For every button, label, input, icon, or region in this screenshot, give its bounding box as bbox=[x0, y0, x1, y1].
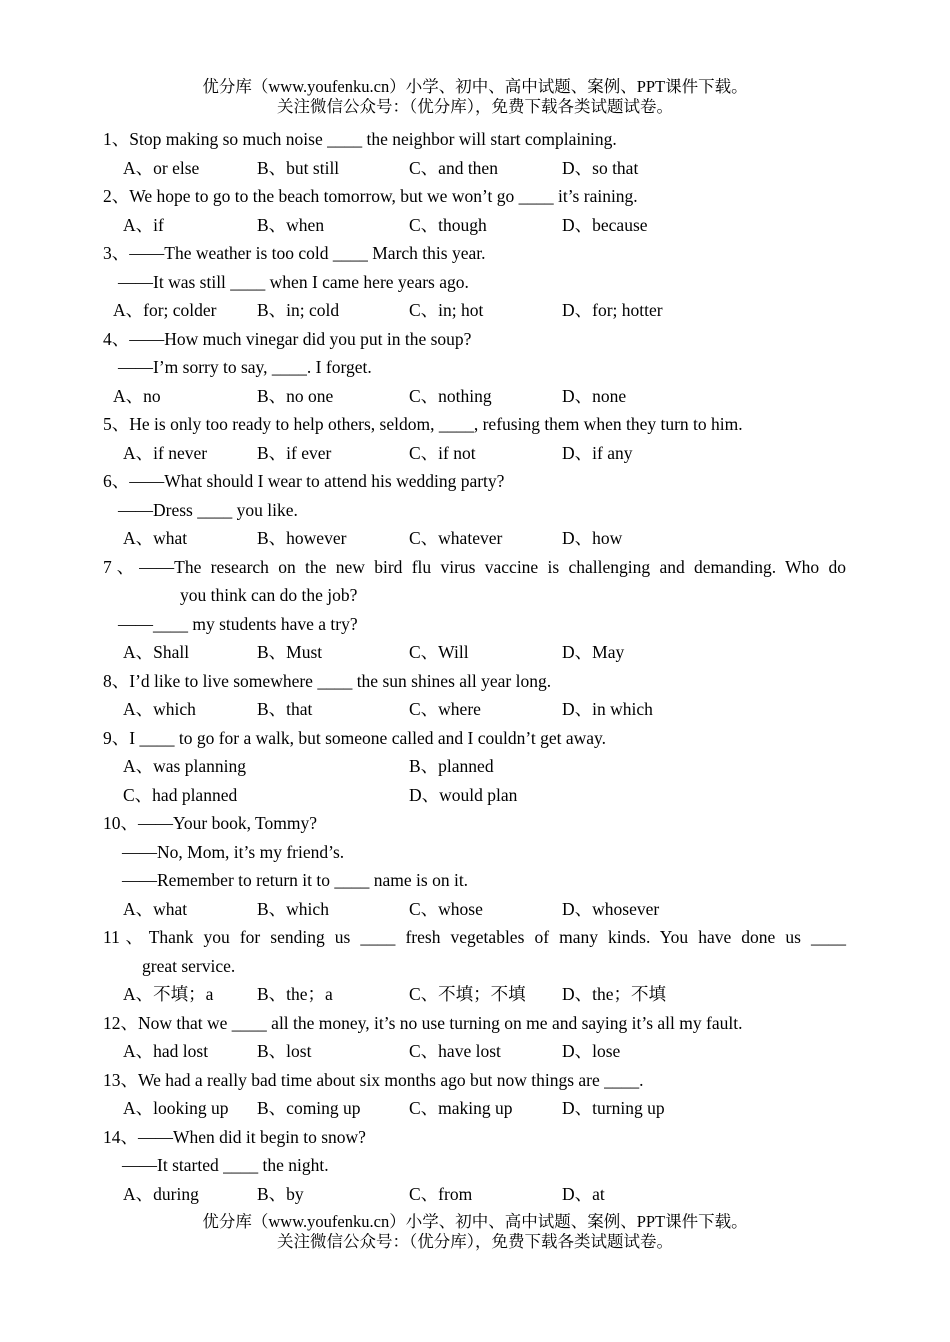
option-c: C、though bbox=[409, 214, 487, 235]
question-reply2-10: ——Remember to return it to ____ name is on it. bbox=[122, 870, 469, 890]
option-d: D、May bbox=[562, 642, 625, 662]
question-stem-7: 7、——The research on the new bird flu virus vaccine is challenging and demanding. Who do bbox=[103, 556, 846, 577]
option-b: B、Must bbox=[257, 642, 323, 662]
page-header bbox=[0, 77, 950, 117]
option-b: B、planned bbox=[409, 756, 494, 776]
option-c: C、from bbox=[409, 1183, 473, 1204]
option-a: A、no bbox=[113, 385, 161, 406]
question-reply-6: ——Dress ____ you like. bbox=[118, 499, 298, 520]
option-a: A、was planning bbox=[123, 756, 246, 776]
question-list bbox=[0, 125, 950, 1208]
option-a: A、Shall bbox=[123, 642, 190, 662]
question-stem-9: 9、I ____ to go for a walk, but someone called and I couldn’t get away. bbox=[103, 727, 606, 748]
question-stem-11-cont: great service. bbox=[142, 955, 236, 976]
option-d: D、lose bbox=[562, 1041, 621, 1061]
header-line-2: 关注微信公众号：（优分库），免费下载各类试题试卷。 bbox=[277, 97, 673, 116]
question-options-8 bbox=[0, 695, 950, 724]
option-b: B、if ever bbox=[257, 442, 332, 463]
question-stem-8: 8、I’d like to live somewhere ____ the sun shines all year long. bbox=[103, 670, 552, 691]
option-b: B、but still bbox=[257, 157, 340, 178]
option-b: B、by bbox=[257, 1183, 304, 1204]
question-stem-2: 2、We hope to go to the beach tomorrow, but we won’t go ____ it’s raining. bbox=[103, 186, 638, 206]
footer-line-2: 关注微信公众号：（优分库），免费下载各类试题试卷。 bbox=[277, 1232, 673, 1251]
question-stem-3: 3、——The weather is too cold ____ March this year. bbox=[103, 243, 486, 263]
option-b: B、however bbox=[257, 528, 347, 548]
page-footer bbox=[0, 1212, 950, 1252]
option-d: D、would plan bbox=[409, 784, 518, 805]
question-options-5 bbox=[0, 439, 950, 468]
question-options-14 bbox=[0, 1180, 950, 1209]
footer-line-1: 优分库（www.youfenku.cn）小学、初中、高中试题、案例、PPT课件下载。 bbox=[202, 1212, 748, 1231]
option-c: C、and then bbox=[409, 157, 498, 178]
option-a: A、for; colder bbox=[113, 300, 217, 320]
option-b: B、which bbox=[257, 898, 329, 919]
question-stem-13: 13、We had a really bad time about six months ago but now things are ____. bbox=[103, 1069, 644, 1090]
question-options-9-row2 bbox=[0, 781, 950, 810]
question-reply-4: ——I’m sorry to say, ____. I forget. bbox=[118, 357, 372, 377]
option-b: B、coming up bbox=[257, 1098, 361, 1118]
option-d: D、in which bbox=[562, 699, 653, 719]
option-a: A、looking up bbox=[123, 1098, 229, 1118]
question-stem-10: 10、——Your book, Tommy? bbox=[103, 813, 317, 833]
option-a: A、which bbox=[123, 699, 196, 719]
header-line-1: 优分库（www.youfenku.cn）小学、初中、高中试题、案例、PPT课件下载。 bbox=[202, 77, 748, 96]
option-a: A、不填；a bbox=[123, 984, 214, 1004]
option-d: D、whosever bbox=[562, 898, 660, 919]
question-reply-3: ——It was still ____ when I came here years ago. bbox=[118, 271, 469, 292]
option-a: A、during bbox=[123, 1183, 199, 1204]
option-a: A、if bbox=[123, 214, 164, 235]
question-options-13 bbox=[0, 1094, 950, 1123]
option-c: C、Will bbox=[409, 642, 469, 662]
option-d: D、because bbox=[562, 214, 648, 235]
option-b: B、in; cold bbox=[257, 300, 340, 320]
question-options-6 bbox=[0, 524, 950, 553]
option-d: D、so that bbox=[562, 157, 639, 178]
option-c: C、had planned bbox=[123, 784, 238, 805]
option-d: D、at bbox=[562, 1183, 605, 1204]
option-d: D、how bbox=[562, 528, 623, 548]
question-options-12 bbox=[0, 1037, 950, 1066]
option-c: C、making up bbox=[409, 1098, 513, 1118]
option-d: D、for; hotter bbox=[562, 300, 663, 320]
question-options-9-row1 bbox=[0, 752, 950, 781]
question-options-1 bbox=[0, 154, 950, 183]
question-options-4 bbox=[0, 382, 950, 411]
option-a: A、or else bbox=[123, 157, 200, 178]
question-stem-4: 4、——How much vinegar did you put in the soup? bbox=[103, 328, 472, 349]
question-stem-1: 1、Stop making so much noise ____ the neighbor will start complaining. bbox=[103, 129, 617, 149]
option-c: C、in; hot bbox=[409, 300, 484, 320]
option-a: A、what bbox=[123, 528, 188, 548]
question-stem-12: 12、Now that we ____ all the money, it’s no use turning on me and saying it’s all my fault. bbox=[103, 1012, 743, 1033]
option-b: B、the；a bbox=[257, 984, 333, 1004]
question-reply-10: ——No, Mom, it’s my friend’s. bbox=[122, 841, 345, 862]
question-stem-11: 11、Thank you for sending us ____ fresh vegetables of many kinds. You have done us ____ bbox=[103, 927, 846, 947]
option-d: D、the；不填 bbox=[562, 984, 667, 1004]
option-b: B、when bbox=[257, 214, 325, 235]
question-options-11 bbox=[0, 980, 950, 1009]
question-options-10 bbox=[0, 895, 950, 924]
question-stem-6: 6、——What should I wear to attend his wedding party? bbox=[103, 471, 505, 491]
option-c: C、if not bbox=[409, 442, 476, 463]
question-stem-5: 5、He is only too ready to help others, seldom, ____, refusing them when they turn to him. bbox=[103, 414, 743, 434]
option-c: C、where bbox=[409, 699, 481, 719]
option-b: B、that bbox=[257, 699, 313, 719]
option-a: A、had lost bbox=[123, 1041, 209, 1061]
option-a: A、if never bbox=[123, 442, 208, 463]
option-c: C、nothing bbox=[409, 385, 492, 406]
question-stem-14: 14、——When did it begin to snow? bbox=[103, 1126, 366, 1147]
option-c: C、whose bbox=[409, 898, 483, 919]
option-b: B、lost bbox=[257, 1041, 312, 1061]
question-reply-14: ——It started ____ the night. bbox=[122, 1155, 329, 1175]
option-a: A、what bbox=[123, 898, 188, 919]
question-options-7 bbox=[0, 638, 950, 667]
option-d: D、none bbox=[562, 385, 627, 406]
option-c: C、have lost bbox=[409, 1041, 501, 1061]
option-d: D、turning up bbox=[562, 1098, 665, 1118]
question-stem-7-cont: you think can do the job? bbox=[180, 585, 358, 605]
option-c: C、不填；不填 bbox=[409, 984, 526, 1004]
option-d: D、if any bbox=[562, 442, 633, 463]
question-reply-7: ——____ my students have a try? bbox=[118, 613, 358, 634]
question-options-2 bbox=[0, 211, 950, 240]
option-c: C、whatever bbox=[409, 528, 503, 548]
option-b: B、no one bbox=[257, 385, 334, 406]
question-options-3 bbox=[0, 296, 950, 325]
